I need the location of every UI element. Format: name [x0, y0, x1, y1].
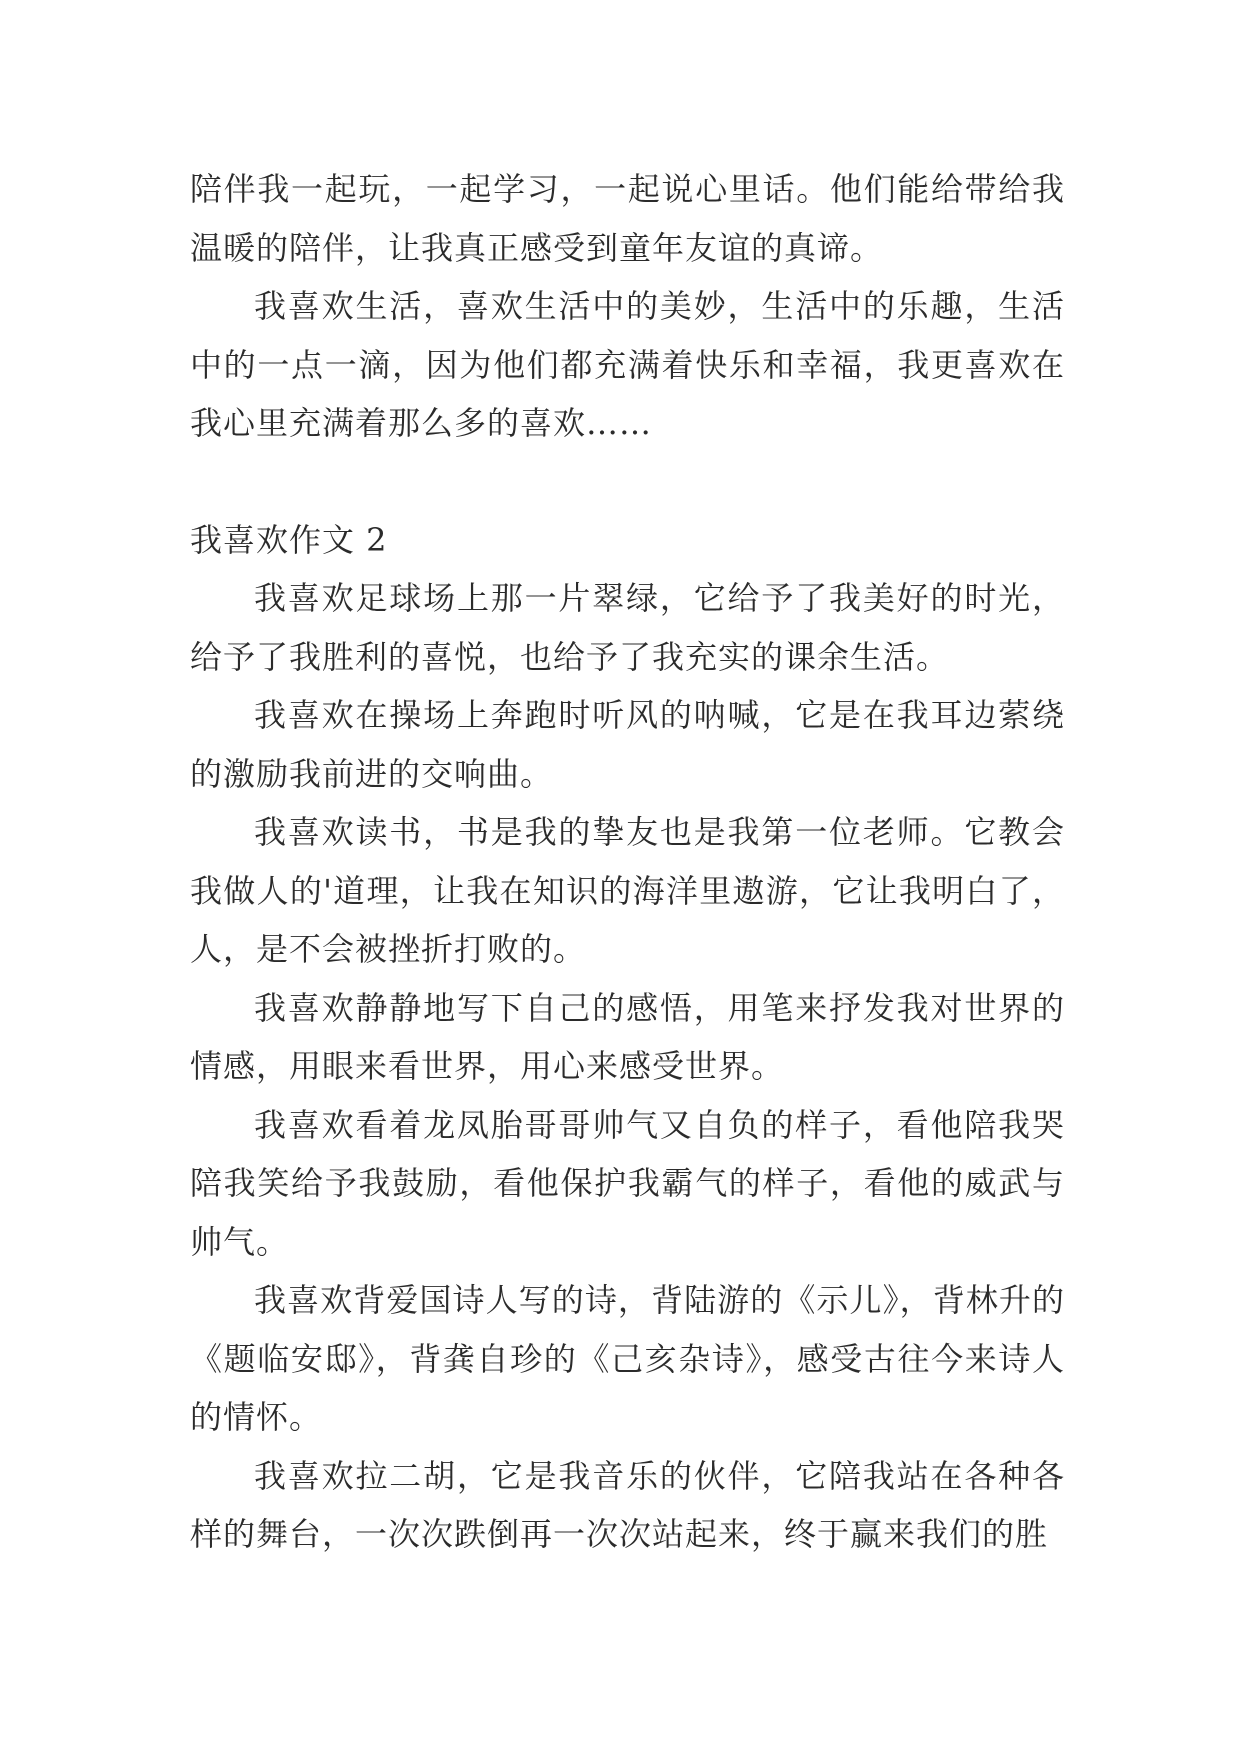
paragraph-brother: 我喜欢看着龙凤胎哥哥帅气又自负的样子，看他陪我哭陪我笑给予我鼓励，看他保护我霸气的样子，看他的威武与帅气。 — [190, 1105, 1065, 1261]
section-spacer — [190, 453, 1065, 511]
paragraph-erhu: 我喜欢拉二胡，它是我音乐的伙伴，它陪我站在各种各样的舞台，一次次跌倒再一次次站起来，终于赢来我们的胜 — [190, 1456, 1065, 1553]
paragraph-life: 我喜欢生活，喜欢生活中的美妙，生活中的乐趣，生活中的一点一滴，因为他们都充满着快乐和幸福，我更喜欢在我心里充满着那么多的喜欢…… — [190, 287, 1065, 442]
section-title: 我喜欢作文 2 — [190, 520, 388, 559]
paragraph-poetry: 我喜欢背爱国诗人写的诗，背陆游的《示儿》，背林升的《题临安邸》，背龚自珍的《己亥杂诗》，感受古往今来诗人的情怀。 — [190, 1281, 1065, 1436]
paragraph-football: 我喜欢足球场上那一片翠绿，它给予了我美好的时光，给予了我胜利的喜悦，也给予了我充实的课余生活。 — [190, 579, 1065, 676]
paragraph-running: 我喜欢在操场上奔跑时听风的呐喊，它是在我耳边萦绕的激励我前进的交响曲。 — [190, 696, 1065, 793]
paragraph-writing: 我喜欢静静地写下自己的感悟，用笔来抒发我对世界的情感，用眼来看世界，用心来感受世界。 — [190, 988, 1065, 1085]
paragraph-continuation: 陪伴我一起玩，一起学习，一起说心里话。他们能给带给我温暖的陪伴，让我真正感受到童年友谊的真谛。 — [190, 170, 1065, 267]
paragraph-reading: 我喜欢读书，书是我的挚友也是我第一位老师。它教会我做人的'道理，让我在知识的海洋里遨游，它让我明白了，人，是不会被挫折打败的。 — [190, 813, 1065, 968]
document-body — [190, 160, 1065, 1564]
